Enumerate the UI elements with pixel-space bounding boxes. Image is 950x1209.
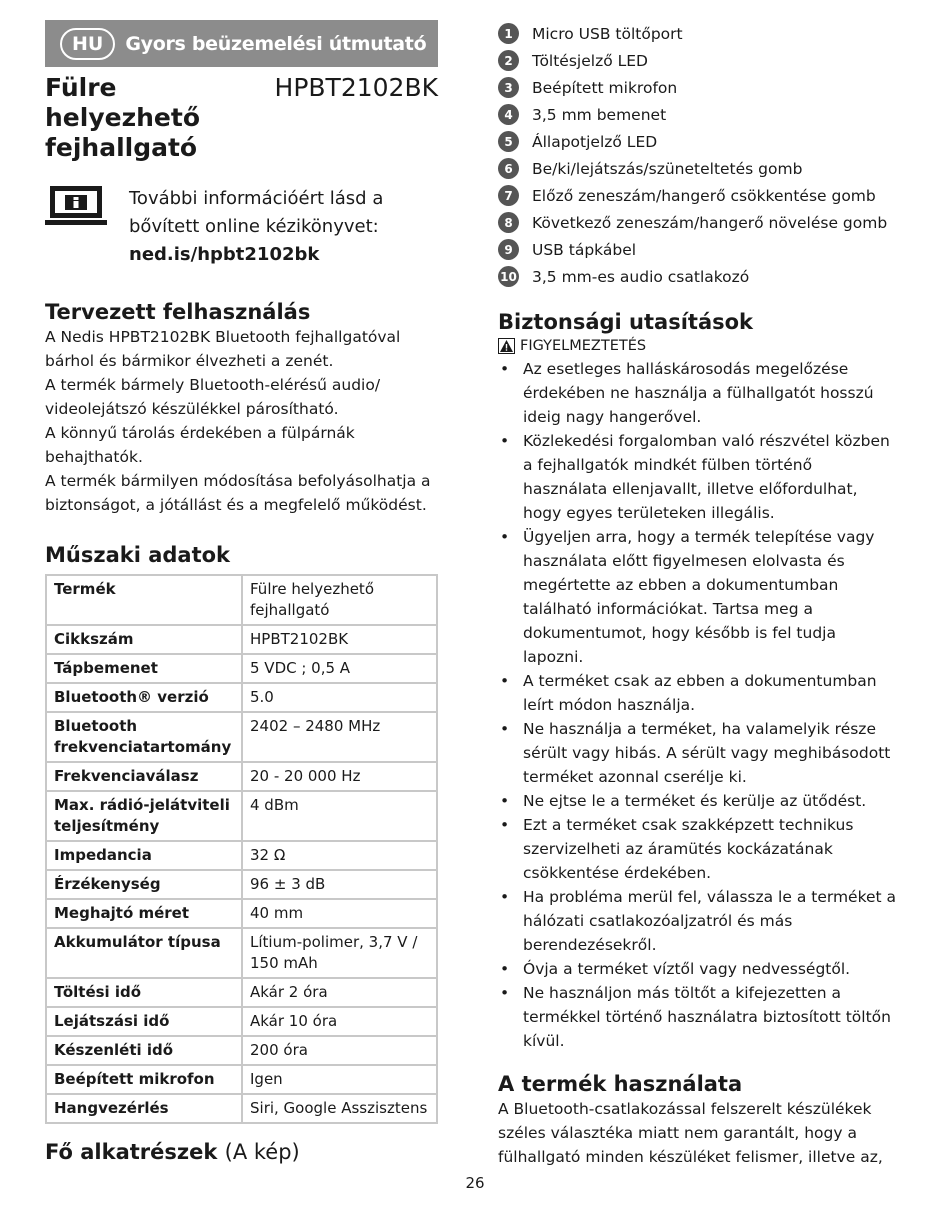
spec-value: 4 dBm [242,791,437,841]
spec-row [46,928,437,978]
main-parts-heading-suffix: (A kép) [224,1140,300,1164]
manual-icon [45,185,107,227]
language-badge: HU [60,28,115,60]
part-label: Beépített mikrofon [532,78,678,97]
safety-section [498,309,898,1053]
part-label: Előző zeneszám/hangerő csökkentése gomb [532,186,876,205]
spec-row [46,791,437,841]
intended-use-paragraph: A termék bármilyen módosítása befolyásolhatja a biztonságot, a jótállást és a megfelelő működést. [45,472,431,514]
safety-bullet-list [498,357,898,1053]
spec-value: 40 mm [242,899,437,928]
part-number-badge: 7 [498,185,519,206]
spec-key: Cikkszám [46,625,242,654]
safety-bullet: • Ügyeljen arra, hogy a termék telepítése vagy használata előtt figyelmesen elolvasta és megértette az ebben a dokumentumban található információkat. Tartsa meg a dokumentumot, hogy később is fel tudja lapozni. [498,525,898,669]
part-number-badge: 1 [498,23,519,44]
manual-link[interactable]: ned.is/hpbt2102bk [129,244,320,265]
title-row [45,73,438,163]
spec-key: Impedancia [46,841,242,870]
safety-heading: Biztonsági utasítások [498,310,754,334]
spec-value: Fülre helyezhető fejhallgató [242,575,437,625]
spec-row [46,712,437,762]
spec-value: 2402 – 2480 MHz [242,712,437,762]
specifications-table [45,574,438,1124]
part-item [498,236,898,263]
spec-value: 200 óra [242,1036,437,1065]
language-header-bar [45,20,438,67]
spec-key: Érzékenység [46,870,242,899]
spec-key: Bluetooth frekvenciatartomány [46,712,242,762]
spec-value: HPBT2102BK [242,625,437,654]
intended-use-heading: Tervezett felhasználás [45,300,311,324]
left-column [45,20,438,1165]
part-number-badge: 2 [498,50,519,71]
safety-bullet: • Az esetleges halláskárosodás megelőzése érdekében ne használja a fülhallgatót hosszú ideig nagy hangerővel. [498,357,898,429]
intended-use-section [45,299,438,517]
spec-row [46,575,437,625]
product-usage-section [498,1071,898,1169]
part-label: USB tápkábel [532,240,637,259]
main-parts-heading-text: Fő alkatrészek [45,1140,218,1164]
page-number: 26 [465,1174,485,1192]
specifications-heading: Műszaki adatok [45,543,231,567]
spec-row [46,841,437,870]
spec-row [46,1065,437,1094]
safety-bullet: • Ezt a terméket csak szakképzett technikus szervizelheti az áramütés kockázatának csökkentése érdekében. [498,813,898,885]
spec-key: Beépített mikrofon [46,1065,242,1094]
part-label: Micro USB töltőport [532,24,683,43]
spec-row [46,1094,437,1123]
spec-key: Frekvenciaválasz [46,762,242,791]
safety-bullet: • Közlekedési forgalomban való részvétel közben a fejhallgatók mindkét fülben történő használata ellenjavallt, illetve előfordulhat, hogy egyes területeken illegális. [498,429,898,525]
main-parts-heading [45,1139,438,1165]
spec-value: 5 VDC ; 0,5 A [242,654,437,683]
header-title: Gyors beüzemelési útmutató [125,32,427,55]
spec-key: Termék [46,575,242,625]
spec-value: Igen [242,1065,437,1094]
spec-row [46,978,437,1007]
spec-key: Tápbemenet [46,654,242,683]
part-number-badge: 9 [498,239,519,260]
spec-key: Max. rádió-jelátviteli teljesítmény [46,791,242,841]
right-column [498,20,898,1169]
spec-row [46,683,437,712]
spec-row [46,625,437,654]
part-number-badge: 10 [498,266,519,287]
spec-value: 20 - 20 000 Hz [242,762,437,791]
spec-row [46,870,437,899]
spec-key: Meghajtó méret [46,899,242,928]
spec-key: Hangvezérlés [46,1094,242,1123]
spec-value: 5.0 [242,683,437,712]
usage-heading: A termék használata [498,1072,743,1096]
part-label: Állapotjelző LED [532,132,658,151]
part-label: Következő zeneszám/hangerő növelése gomb [532,213,888,232]
part-item [498,20,898,47]
part-item [498,128,898,155]
part-number-badge: 5 [498,131,519,152]
specifications-section [45,542,438,1124]
spec-value: 32 Ω [242,841,437,870]
info-text: További információért lásd a bővített online kézikönyvet: [129,188,384,237]
part-item [498,182,898,209]
part-label: 3,5 mm-es audio csatlakozó [532,267,750,286]
spec-row [46,1007,437,1036]
product-title: Fülre helyezhető fejhallgató [45,73,201,162]
intended-use-paragraph: A könnyű tárolás érdekében a fülpárnák behajthatók. [45,424,355,466]
spec-value: 96 ± 3 dB [242,870,437,899]
online-manual-info [45,185,438,269]
part-number-badge: 3 [498,77,519,98]
part-label: 3,5 mm bemenet [532,105,667,124]
safety-bullet: • Óvja a terméket víztől vagy nedvességtől. [498,957,898,981]
part-item [498,47,898,74]
product-code: HPBT2102BK [274,73,438,102]
part-item [498,101,898,128]
safety-bullet: • Ha probléma merül fel, válassza le a terméket a hálózati csatlakozóaljzatról és más berendezésekről. [498,885,898,957]
part-label: Be/ki/lejátszás/szüneteltetés gomb [532,159,803,178]
main-parts-section [45,1139,438,1165]
spec-key: Töltési idő [46,978,242,1007]
spec-key: Készenléti idő [46,1036,242,1065]
spec-key: Lejátszási idő [46,1007,242,1036]
safety-bullet: • Ne használja a terméket, ha valamelyik része sérült vagy hibás. A sérült vagy meghibásodott terméket azonnal cserélje ki. [498,717,898,789]
spec-row [46,654,437,683]
part-item [498,263,898,290]
intended-use-paragraph: A Nedis HPBT2102BK Bluetooth fejhallgatóval bárhol és bármikor élvezheti a zenét. [45,328,401,370]
intended-use-paragraph: A termék bármely Bluetooth-elérésű audio/ videolejátszó készülékkel párosítható. [45,376,381,418]
part-number-badge: 6 [498,158,519,179]
spec-value: Akár 10 óra [242,1007,437,1036]
safety-bullet: • Ne ejtse le a terméket és kerülje az ütődést. [498,789,898,813]
part-number-badge: 4 [498,104,519,125]
main-parts-list [498,20,898,290]
part-item [498,74,898,101]
usage-text: A Bluetooth-csatlakozással felszerelt készülékek széles választéka miatt nem garantált, hogy a fülhallgató minden készüléket felismer, illetve az, [498,1100,883,1166]
part-item [498,209,898,236]
spec-value: Akár 2 óra [242,978,437,1007]
warning-label: FIGYELMEZTETÉS [520,338,647,354]
spec-row [46,1036,437,1065]
part-number-badge: 8 [498,212,519,233]
part-label: Töltésjelző LED [532,51,648,70]
safety-bullet: • A terméket csak az ebben a dokumentumban leírt módon használja. [498,669,898,717]
spec-key: Bluetooth® verzió [46,683,242,712]
warning-label-row [498,335,898,357]
spec-row [46,762,437,791]
spec-key: Akkumulátor típusa [46,928,242,978]
warning-triangle-icon [498,338,515,354]
spec-row [46,899,437,928]
safety-bullet: • Ne használjon más töltőt a kifejezetten a termékkel történő használatra biztosított töltőn kívül. [498,981,898,1053]
spec-value: Lítium-polimer, 3,7 V / 150 mAh [242,928,437,978]
part-item [498,155,898,182]
spec-value: Siri, Google Asszisztens [242,1094,437,1123]
